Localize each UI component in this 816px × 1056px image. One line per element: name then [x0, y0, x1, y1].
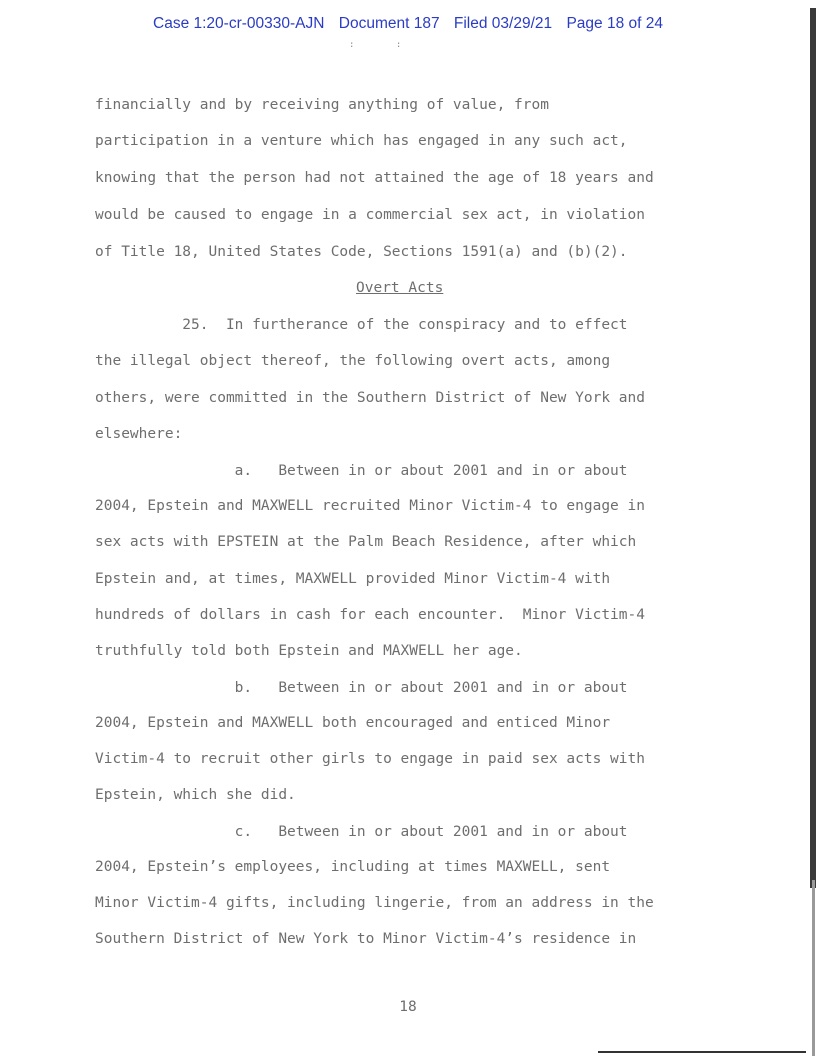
body-line: elsewhere: [95, 426, 183, 442]
body-line: knowing that the person had not attained the age of 18 years and [95, 170, 654, 186]
body-line: Minor Victim-4 gifts, including lingerie, from an address in the [95, 895, 654, 911]
scan-edge-shadow-lower [812, 880, 815, 1056]
item-b-line: b. Between in or about 2001 and in or about [95, 680, 628, 696]
page-count: Page 18 of 24 [566, 15, 663, 32]
body-line: 2004, Epstein and MAXWELL recruited Minor Victim-4 to engage in [95, 498, 645, 514]
scan-edge-shadow [810, 8, 816, 888]
case-number: Case 1:20-cr-00330-AJN [153, 15, 325, 32]
body-line: Victim-4 to recruit other girls to engage in paid sex acts with [95, 751, 645, 767]
section-heading: Overt Acts [356, 280, 444, 296]
body-line: 2004, Epstein and MAXWELL both encouraged and enticed Minor [95, 715, 611, 731]
filed-date: Filed 03/29/21 [453, 15, 553, 32]
filing-header [0, 15, 816, 33]
body-line: Southern District of New York to Minor Victim-4’s residence in [95, 931, 637, 947]
item-a-line: a. Between in or about 2001 and in or about [95, 463, 628, 479]
document-number: Document 187 [338, 15, 440, 32]
body-line: financially and by receiving anything of value, from [95, 97, 549, 113]
body-line: others, were committed in the Southern District of New York and [95, 390, 645, 406]
scan-bottom-rule [598, 1051, 806, 1053]
body-line: the illegal object thereof, the following overt acts, among [95, 353, 611, 369]
body-line: Epstein and, at times, MAXWELL provided Minor Victim-4 with [95, 571, 611, 587]
body-line: sex acts with EPSTEIN at the Palm Beach Residence, after which [95, 534, 637, 550]
body-line: would be caused to engage in a commercial sex act, in violation [95, 207, 645, 223]
body-line: truthfully told both Epstein and MAXWELL her age. [95, 643, 523, 659]
item-c-line: c. Between in or about 2001 and in or about [95, 824, 628, 840]
body-line: participation in a venture which has engaged in any such act, [95, 133, 628, 149]
body-line: Epstein, which she did. [95, 787, 296, 803]
scan-marks: : : [349, 40, 420, 50]
body-line: 2004, Epstein’s employees, including at times MAXWELL, sent [95, 859, 611, 875]
body-line: hundreds of dollars in cash for each encounter. Minor Victim-4 [95, 607, 645, 623]
page-number: 18 [399, 999, 417, 1015]
paragraph-25-line: 25. In furtherance of the conspiracy and to effect [95, 317, 628, 333]
body-line: of Title 18, United States Code, Sections 1591(a) and (b)(2). [95, 244, 628, 260]
